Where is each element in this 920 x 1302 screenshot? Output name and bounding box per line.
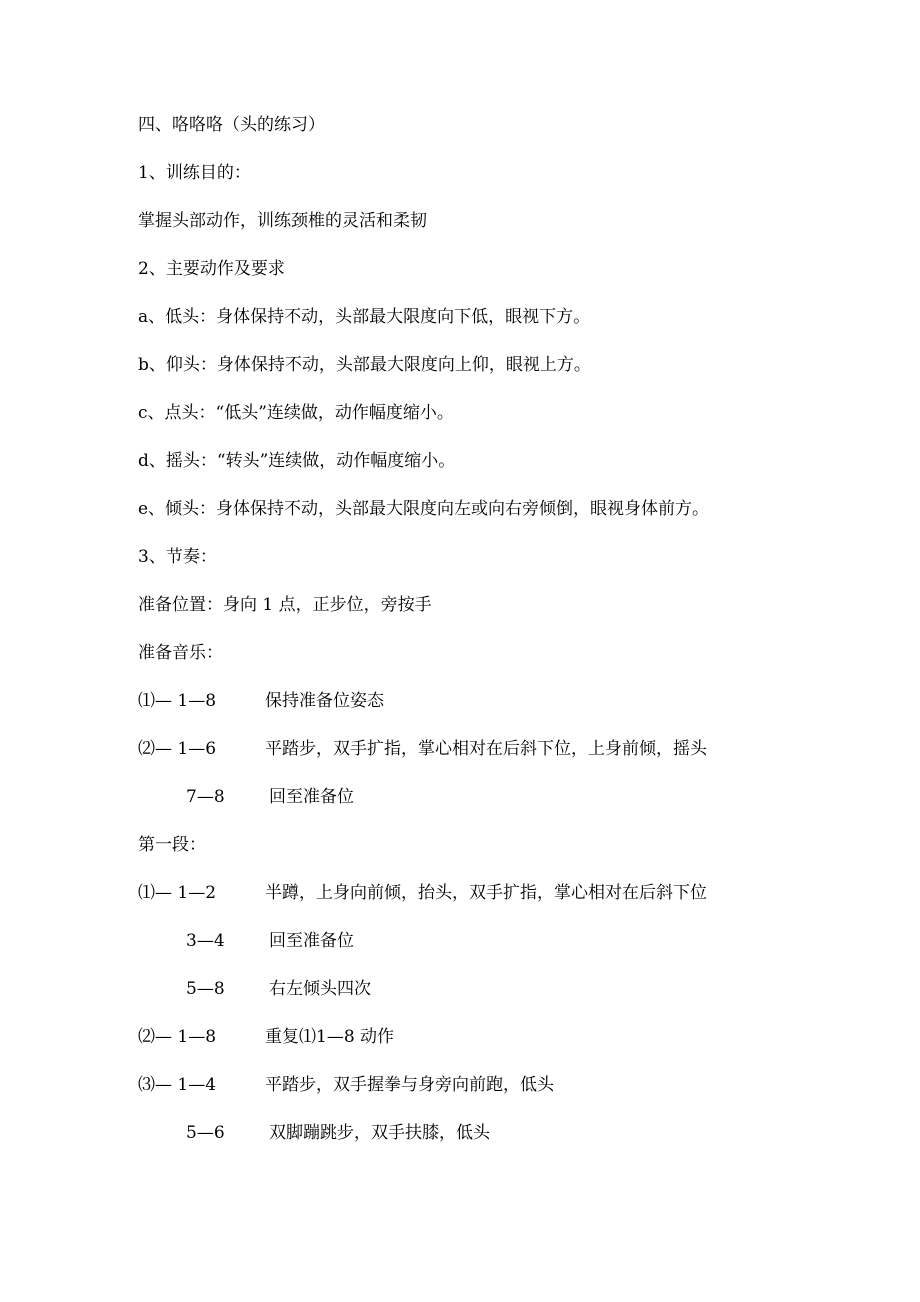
main-actions-title: 2、主要动作及要求 bbox=[138, 259, 285, 279]
action-item-c: c、点头：“低头”连续做，动作幅度缩小。 bbox=[138, 403, 454, 423]
prep-music-title: 准备音乐： bbox=[138, 643, 223, 663]
part-row-count: 5—8 bbox=[186, 979, 225, 999]
prep-row-count: 7—8 bbox=[186, 787, 225, 807]
part-row-action: 双脚蹦跳步，双手扶膝，低头 bbox=[269, 1123, 490, 1143]
section-heading: 四、咯咯咯（头的练习） bbox=[138, 115, 325, 135]
prep-row-action: 保持准备位姿态 bbox=[265, 691, 384, 711]
part-row-action: 平踏步，双手握拳与身旁向前跑，低头 bbox=[265, 1075, 554, 1095]
prep-row-action: 回至准备位 bbox=[269, 787, 354, 807]
action-item-d: d、摇头：“转头”连续做，动作幅度缩小。 bbox=[138, 451, 456, 471]
part-row-count: ⑶— 1—4 bbox=[138, 1075, 217, 1095]
part-row-action: 右左倾头四次 bbox=[269, 979, 371, 999]
part-row-count: ⑵— 1—8 bbox=[138, 1027, 217, 1047]
part-row-action: 半蹲，上身向前倾，抬头，双手扩指，掌心相对在后斜下位 bbox=[265, 883, 707, 903]
prep-row-count: ⑴— 1—8 bbox=[138, 691, 217, 711]
training-purpose-body: 掌握头部动作，训练颈椎的灵活和柔韧 bbox=[138, 211, 427, 231]
prep-row-count: ⑵— 1—6 bbox=[138, 739, 217, 759]
prep-row-action: 平踏步，双手扩指，掌心相对在后斜下位，上身前倾，摇头 bbox=[265, 739, 707, 759]
action-item-b: b、仰头：身体保持不动，头部最大限度向上仰，眼视上方。 bbox=[138, 355, 591, 375]
part-row-action: 回至准备位 bbox=[269, 931, 354, 951]
training-purpose-title: 1、训练目的： bbox=[138, 163, 251, 183]
part-one-title: 第一段： bbox=[138, 835, 206, 855]
prep-position: 准备位置：身向 1 点，正步位，旁按手 bbox=[138, 595, 432, 615]
part-row-count: ⑴— 1—2 bbox=[138, 883, 217, 903]
rhythm-title: 3、节奏： bbox=[138, 547, 217, 567]
part-row-action: 重复⑴1—8 动作 bbox=[265, 1027, 395, 1047]
part-row-count: 3—4 bbox=[186, 931, 225, 951]
part-row-count: 5—6 bbox=[186, 1123, 225, 1143]
action-item-e: e、倾头：身体保持不动，头部最大限度向左或向右旁倾倒，眼视身体前方。 bbox=[138, 499, 710, 519]
action-item-a: a、低头：身体保持不动，头部最大限度向下低，眼视下方。 bbox=[138, 307, 591, 327]
